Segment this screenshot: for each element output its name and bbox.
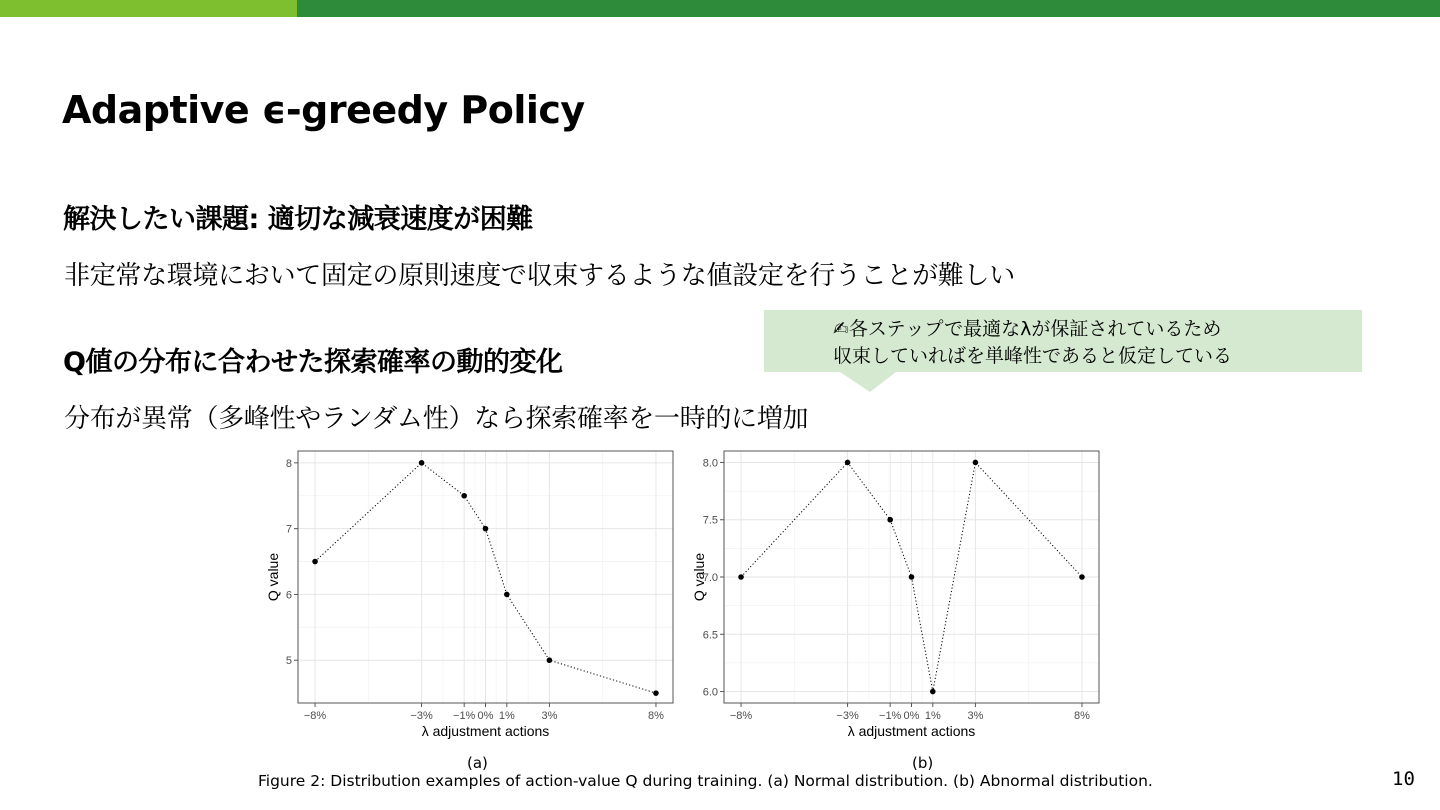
page-number: 10: [1392, 768, 1415, 790]
chart-a-x-tick-label-6: 8%: [648, 710, 664, 722]
note-callout-line-1: ✍各ステップで最適なλが保証されているため: [833, 318, 1222, 340]
chart-b-data-point-6: [1079, 574, 1085, 580]
chart-b-x-tick-label-5: 3%: [967, 710, 984, 722]
chart-b-y-tick-label-2: 7.0: [702, 572, 718, 584]
chart-a-data-point-4: [504, 592, 510, 598]
dynamic-text: 分布が異常（多峰性やランダム性）なら探索確率を一時的に増加: [64, 404, 809, 434]
chart-a-x-axis-label: λ adjustment actions: [421, 723, 550, 739]
chart-a-svg: [250, 440, 680, 770]
chart-a-data-point-6: [653, 690, 659, 696]
chart-b-x-tick-label-6: 8%: [1074, 710, 1090, 722]
chart-a-x-tick-label-3: 0%: [477, 710, 494, 722]
chart-b-svg: [676, 440, 1106, 770]
slide-title: Adaptive ϵ-greedy Policy: [62, 88, 585, 132]
chart-a-x-tick-label-2: −1%: [453, 710, 476, 722]
chart-b-x-axis-label: λ adjustment actions: [847, 723, 976, 739]
chart-b-y-tick-label-3: 7.5: [702, 514, 718, 527]
figure-caption: Figure 2: Distribution examples of action-value Q during training. (a) Normal distribution. (b) Abnormal distribution.: [258, 772, 1153, 790]
note-callout: [764, 310, 1362, 372]
chart-b-y-tick-label-0: 6.0: [702, 686, 718, 699]
chart-a-data-point-2: [461, 493, 467, 499]
chart-b-data-point-4: [930, 689, 936, 695]
chart-a-x-tick-label-4: 1%: [498, 710, 515, 722]
chart-a-y-tick-label-0: 5: [285, 655, 292, 668]
chart-a-y-tick-label-2: 7: [285, 523, 292, 536]
chart-a-x-tick-label-0: −8%: [303, 710, 327, 722]
chart-a-y-tick-label-1: 6: [285, 589, 292, 602]
note-callout-text: [833, 316, 1232, 370]
chart-a-y-tick-label-3: 8: [285, 457, 292, 470]
chart-a-x-tick-label-5: 3%: [541, 710, 558, 722]
chart-b-caption: (b): [912, 754, 934, 772]
chart-a: [250, 440, 680, 770]
chart-b-x-tick-label-2: −1%: [879, 710, 902, 722]
chart-b-y-tick-label-1: 6.5: [702, 629, 718, 642]
chart-a-x-tick-label-1: −3%: [410, 710, 433, 722]
chart-b-x-tick-label-3: 0%: [903, 710, 920, 722]
top-accent-bar-dark: [297, 0, 1440, 17]
chart-a-data-point-0: [312, 559, 318, 565]
note-callout-tail: [840, 372, 896, 392]
chart-a-data-point-5: [547, 657, 553, 663]
chart-b-data-point-2: [887, 517, 893, 523]
top-accent-bar-light: [0, 0, 297, 17]
chart-a-data-point-1: [419, 460, 425, 466]
chart-b-y-tick-label-4: 8.0: [702, 457, 718, 470]
note-callout-line-2: 収束していればを単峰性であると仮定している: [833, 345, 1233, 367]
chart-b-data-point-1: [845, 460, 851, 466]
chart-a-y-axis-label: Q value: [265, 552, 281, 602]
chart-b-x-tick-label-1: −3%: [836, 710, 859, 722]
chart-b-data-point-3: [909, 574, 915, 580]
problem-heading: 解決したい課題: 適切な減衰速度が困難: [63, 204, 533, 235]
chart-a-caption: (a): [467, 754, 488, 772]
chart-b-x-tick-label-4: 1%: [924, 710, 941, 722]
chart-a-data-point-3: [483, 526, 489, 532]
dynamic-heading: Q値の分布に合わせた探索確率の動的変化: [63, 347, 563, 378]
problem-text: 非定常な環境において固定の原則速度で収束するような値設定を行うことが難しい: [64, 261, 1015, 291]
chart-b-data-point-5: [973, 460, 979, 466]
chart-b: [676, 440, 1106, 770]
chart-b-data-point-0: [738, 574, 744, 580]
chart-b-x-tick-label-0: −8%: [729, 710, 753, 722]
top-accent-bar: [0, 0, 1440, 17]
chart-b-y-axis-label: Q value: [691, 552, 707, 602]
